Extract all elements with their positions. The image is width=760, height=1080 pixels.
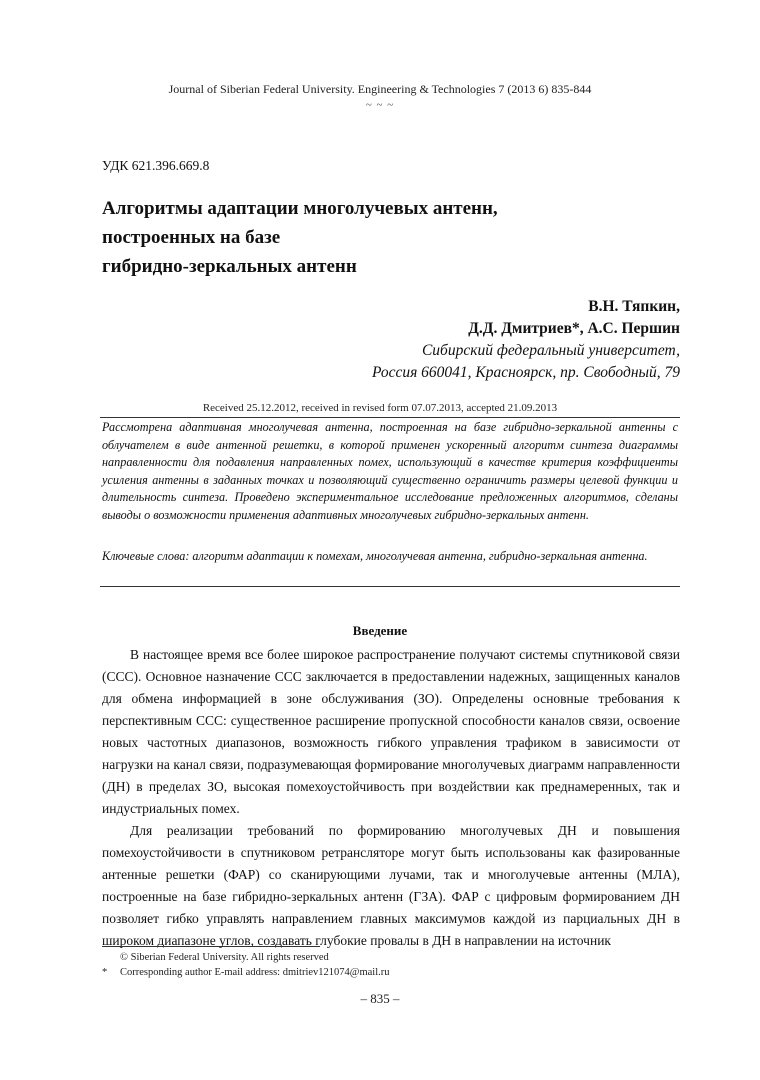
footnote-corresponding	[102, 965, 662, 980]
footnote-copyright	[102, 950, 662, 965]
udk-code: УДК 621.396.669.8	[102, 158, 210, 173]
abstract: Рассмотрена адаптивная многолучевая антенна, построенная на базе гибридно-зеркальной антенны с облучателем в виде антенной решетки, в которой применен ускоренный алгоритм синтеза диаграммы направленности для подавления направленных помех, использующий в качестве критерия коэффициенты усиления антенны в заданных точках и позволяющий существенно ограничить размеры целевой функции и длительность синтеза. Проведено экспериментальное исследование предложенных алгоритмов, сделаны выводы о возможности применения адаптивных многолучевых гибридно-зеркальных антенн.	[102, 420, 678, 522]
copyright-text: © Siberian Federal University. All rights reserved	[120, 952, 329, 963]
article-title	[102, 194, 662, 281]
received-dates: Received 25.12.2012, received in revised form 07.07.2013, accepted 21.09.2013	[202, 402, 558, 414]
title-line-3: гибридно-зеркальных антенн	[102, 256, 357, 277]
affiliation-line-1: Сибирский федеральный университет,	[421, 342, 680, 359]
body-text	[102, 644, 680, 952]
author-line-1: В.Н. Тяпкин,	[588, 298, 680, 315]
abstract-bottom-rule	[100, 586, 680, 587]
section-title: Введение	[352, 623, 408, 638]
paragraph: Для реализации требований по формированию многолучевых ДН и повышения помехоустойчивости в спутниковом ретрансляторе могут быть использованы как фазированные антенные решетки (ФАР) со сканирующими лучами, так и многолучевые антенны (МЛА), построенные на базе гибридно-зеркальных антенн (ГЗА). ФАР с цифровым формированием ДН позволяет гибко управлять направлением главных максимумов каждой из парциальных ДН в широком диапазоне углов, создавать глубокие провалы в ДН в направлении на источник	[102, 823, 680, 948]
keywords: Ключевые слова: алгоритм адаптации к помехам, многолучевая антенна, гибридно-зеркальная антенна.	[102, 549, 648, 563]
author-block	[372, 296, 680, 384]
page-number: – 835 –	[360, 991, 400, 1006]
author-line-2: Д.Д. Дмитриев*, А.С. Першин	[468, 320, 680, 337]
journal-header: Journal of Siberian Federal University. Engineering & Technologies 7 (2013 6) 835-844	[168, 82, 592, 96]
footnote-rule	[102, 946, 320, 947]
affiliation-line-2: Россия 660041, Красноярск, пр. Свободный, 79	[371, 364, 680, 381]
title-line-2: построенных на базе	[102, 227, 281, 248]
abstract-top-rule	[100, 417, 680, 418]
header-ornament: ~ ~ ~	[365, 99, 395, 111]
title-line-1: Алгоритмы адаптации многолучевых антенн,	[102, 198, 498, 219]
footnotes	[102, 950, 662, 980]
corresponding-author-text: Corresponding author E-mail address: dmitriev121074@mail.ru	[120, 967, 390, 978]
footnote-star: *	[102, 967, 108, 978]
paragraph: В настоящее время все более широкое распространение получают системы спутниковой связи (ССС). Основное назначение ССС заключается в предоставлении надежных, защищенных каналов для обмена информацией в зоне обслуживания (ЗО). Определены основные требования к перспективным ССС: существенное расширение пропускной способности каналов связи, освоение новых частотных диапазонов, возможность гибкого управления трафиком в зависимости от нагрузки на канал связи, подразумевающая формирование многолучевых диаграмм направленности (ДН) в пределах ЗО, высокая помехоустойчивость при воздействии как преднамеренных, так и индустриальных помех.	[102, 647, 680, 816]
